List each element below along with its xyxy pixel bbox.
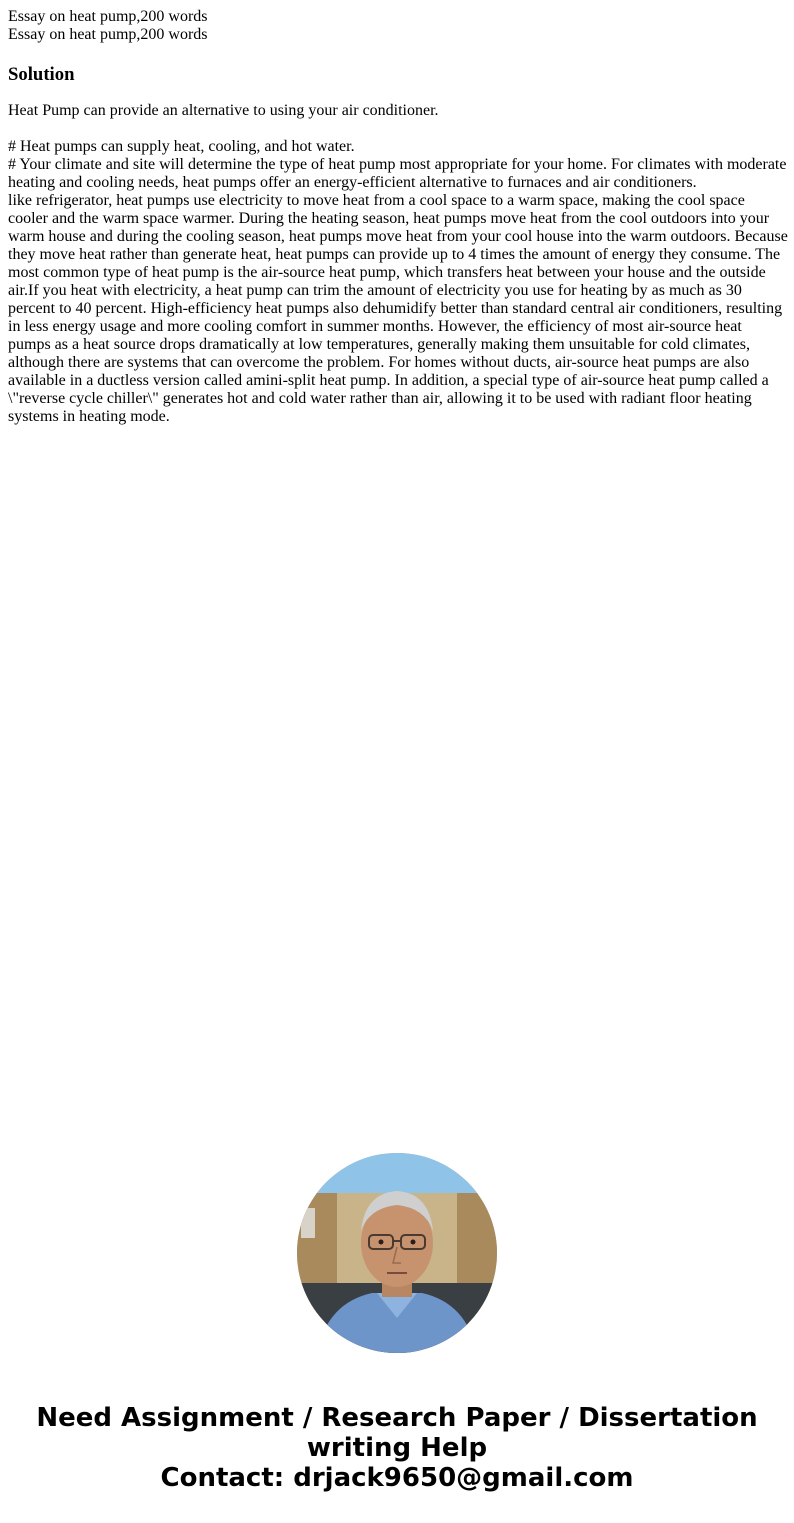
avatar-portrait	[297, 1153, 497, 1353]
cta-line-2: writing Help	[306, 1433, 488, 1463]
contact-banner	[0, 1403, 794, 1493]
page-title: Essay on heat pump,200 words	[8, 8, 208, 25]
page-subtitle: Essay on heat pump,200 words	[8, 26, 208, 43]
avatar	[297, 1153, 497, 1353]
cta-line-1: Need Assignment / Research Paper / Dissertation	[36, 1403, 758, 1433]
answer-body: # Heat pumps can supply heat, cooling, and hot water. # Your climate and site will determine the type of heat pump most appropriate for your home. For climates with moderate heating and cooling needs, heat pumps offer an energy-efficient alternative to furnaces and air conditioners. like refrigerator, heat pumps use electricity to move heat from a cool space to a warm space, making the cool space cooler and the warm space warmer. During the heating season, heat pumps move heat from the cool outdoors into your warm house and during the cooling season, heat pumps move heat from your cool house into the warm outdoors. Because they move heat rather than generate heat, heat pumps can provide up to 4 times the amount of energy they consume. The most common type of heat pump is the air-source heat pump, which transfers heat between your house and the outside air.If you heat with electricity, a heat pump can trim the amount of electricity you use for heating by as much as 30 percent to 40 percent. High-efficiency heat pumps also dehumidify better than standard central air conditioners, resulting in less energy usage and more cooling comfort in summer months. However, the efficiency of most air-source heat pumps as a heat source drops dramatically at low temperatures, generally making them unsuitable for cold climates, although there are systems that can overcome the problem. For homes without ducts, air-source heat pumps are also available in a ductless version called amini-split heat pump. In addition, a special type of air-source heat pump called a \"reverse cycle chiller\" generates hot and cold water rather than air, allowing it to be used with radiant floor heating systems in heating mode.	[8, 138, 788, 425]
document	[8, 8, 788, 426]
intro-paragraph: Heat Pump can provide an alternative to using your air conditioner.	[8, 102, 439, 119]
contact-email: Contact: drjack9650@gmail.com	[160, 1463, 634, 1493]
solution-heading: Solution	[8, 64, 75, 85]
